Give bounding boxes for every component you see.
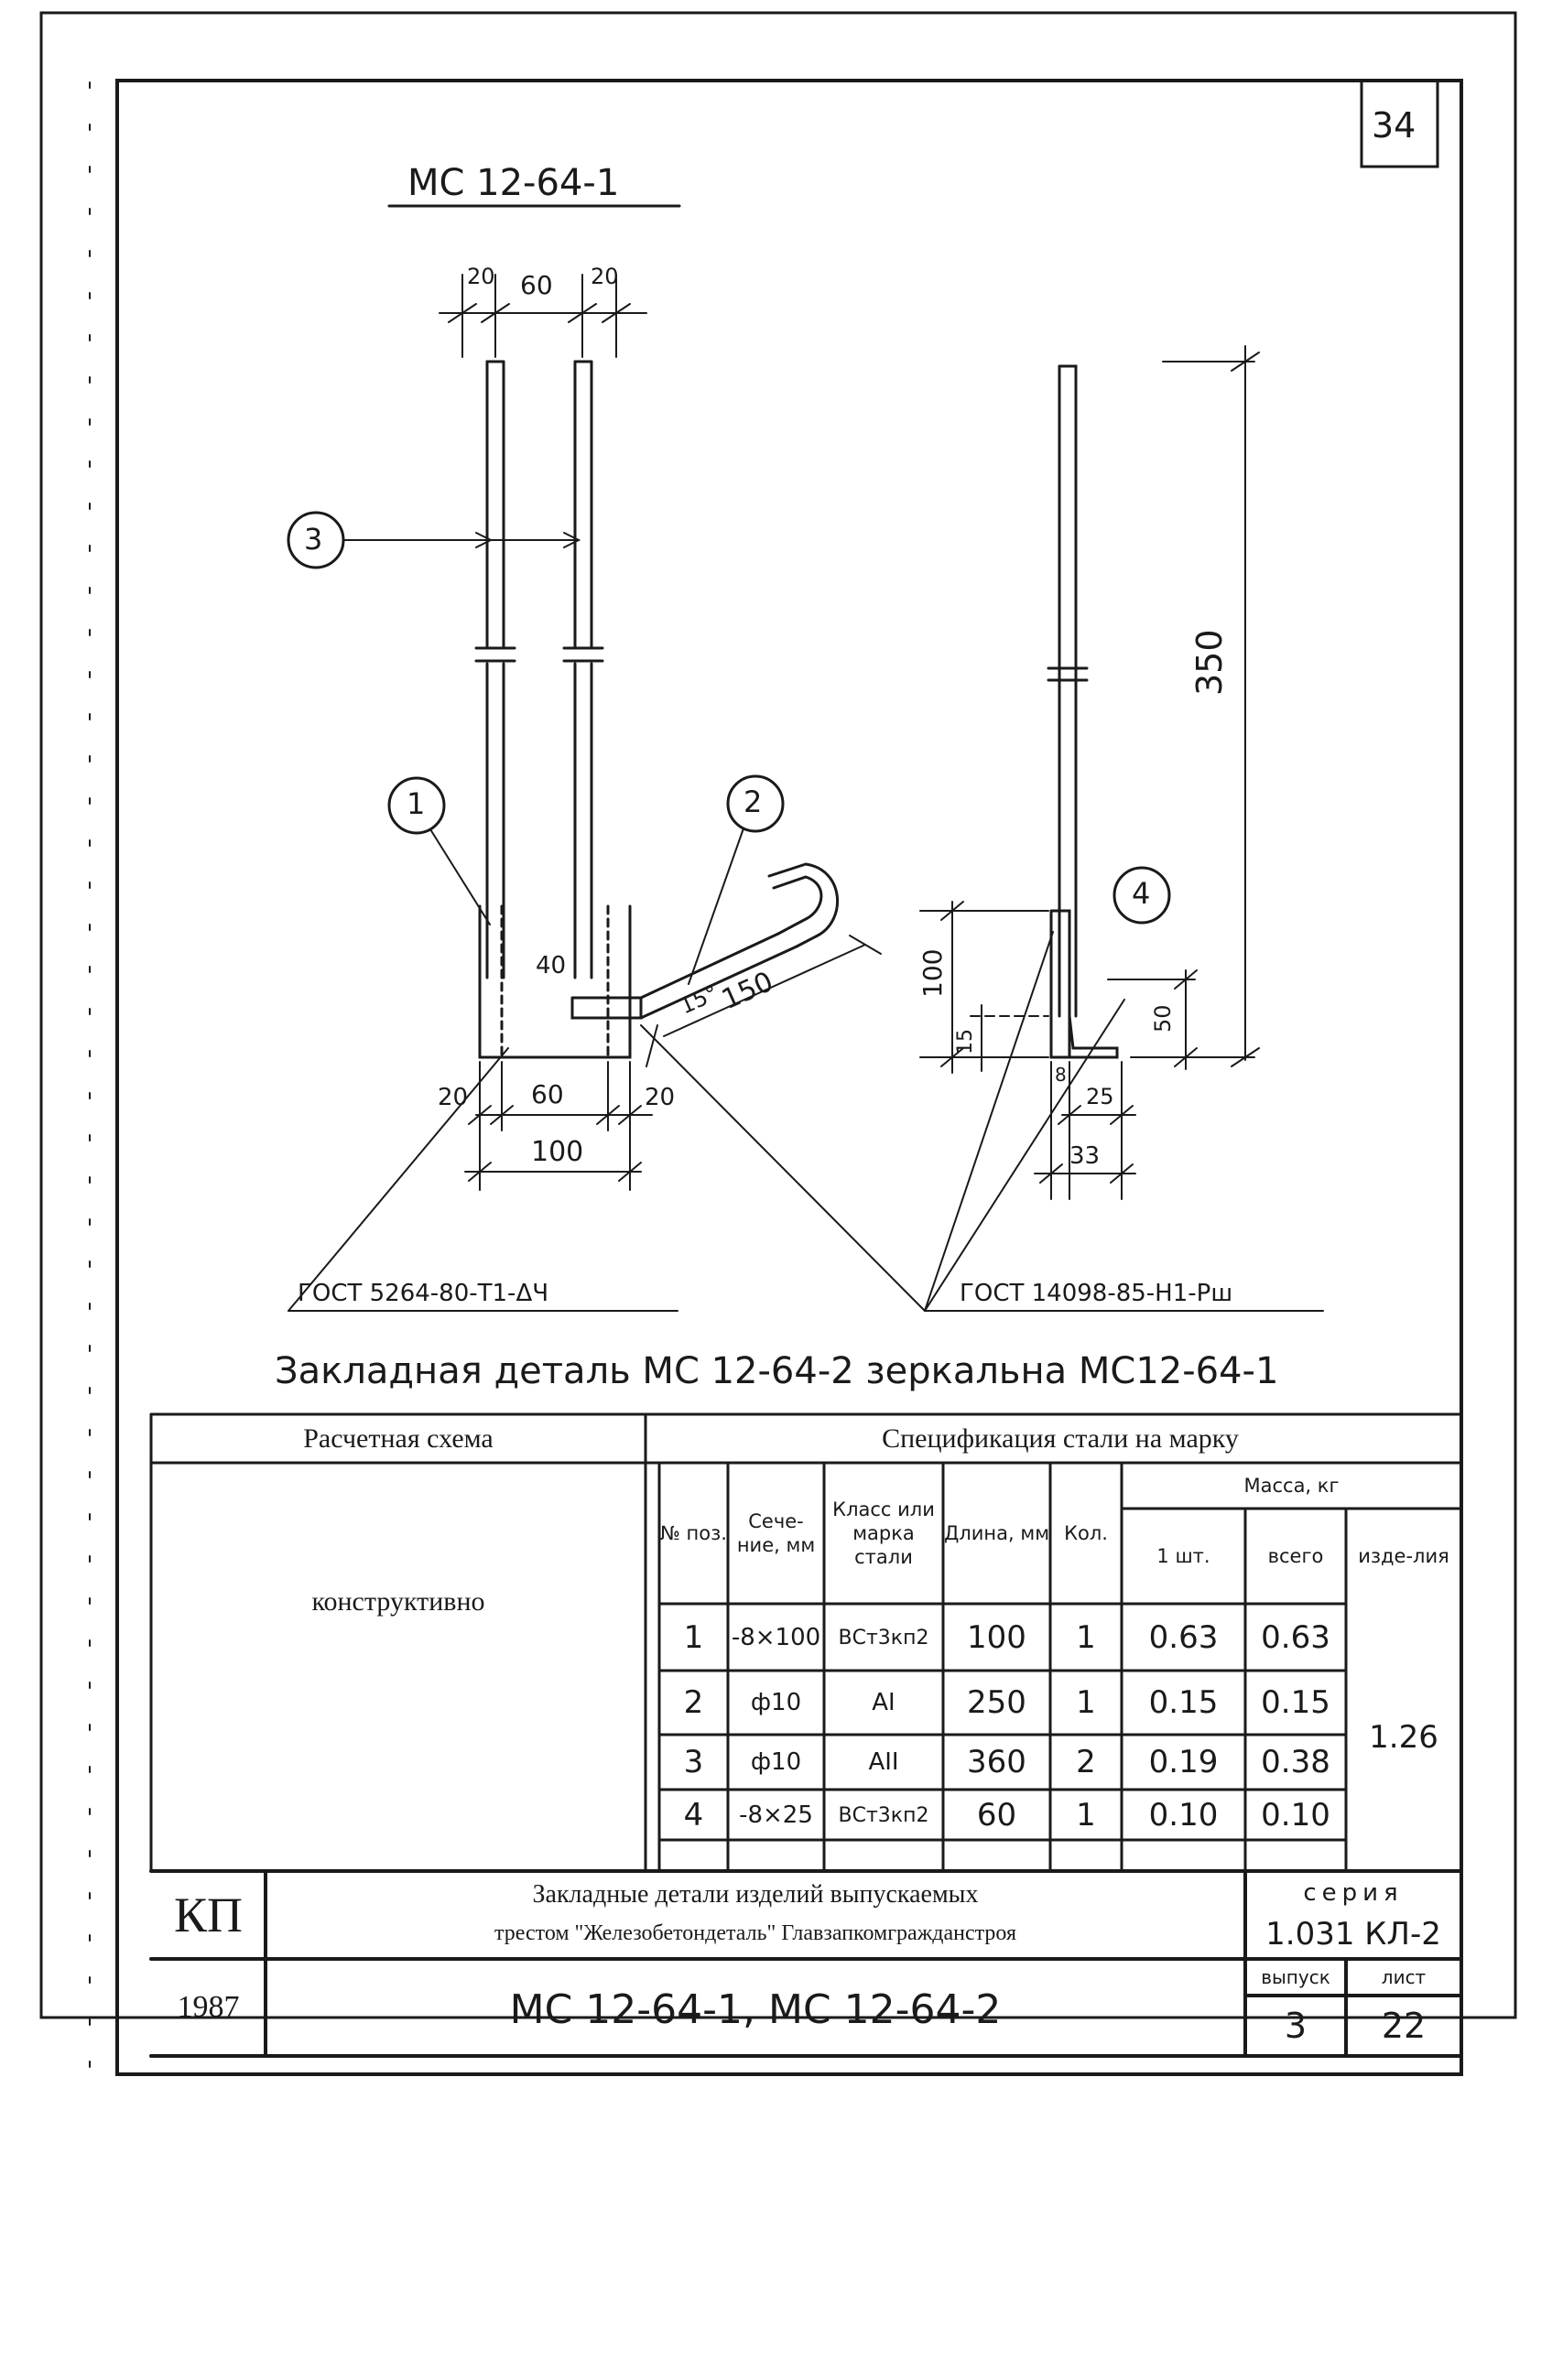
- col-header-qty: Кол.: [1064, 1521, 1108, 1544]
- issue-label: выпуск: [1261, 1966, 1330, 1988]
- weld-note-right: ГОСТ 14098-85-Н1-Рш: [960, 1280, 1233, 1307]
- dim-angle: 15°: [676, 979, 722, 1020]
- dim-side-offset: 50: [1150, 1004, 1176, 1033]
- series-value: 1.031 КЛ-2: [1265, 1916, 1441, 1953]
- row3-pos: 3: [683, 1744, 704, 1780]
- col-header-mass: Масса, кг: [1243, 1474, 1340, 1497]
- year: 1987: [177, 1990, 240, 2024]
- dim-top-middle: 60: [520, 270, 553, 300]
- description-line-1: Закладные детали изделий выпускаемых: [532, 1880, 979, 1909]
- col-header-mass-total: всего: [1267, 1544, 1324, 1567]
- dim-anchor-length: 150: [717, 965, 778, 1017]
- callout-3: 3: [304, 522, 323, 557]
- dim-small-offset: 15: [954, 1029, 977, 1055]
- callout-4: 4: [1132, 876, 1151, 911]
- row3-length: 360: [967, 1744, 1026, 1780]
- row3-total-mass: 0.38: [1261, 1744, 1330, 1780]
- dim-plate-height: 100: [917, 948, 948, 998]
- mirror-note: Закладная деталь МС 12-64-2 зеркальна МС12-64-1: [275, 1350, 1279, 1392]
- row3-qty: 2: [1076, 1744, 1096, 1780]
- callout-1: 1: [407, 786, 426, 821]
- col-header-mass-item: изде-лия: [1358, 1544, 1449, 1567]
- col-header-section: Сече-ние, мм: [736, 1509, 816, 1556]
- sheet-number: 34: [1372, 105, 1416, 146]
- org-code: КП: [173, 1888, 243, 1942]
- col-header-mass-unit: 1 шт.: [1156, 1544, 1210, 1567]
- row3-steel: АII: [868, 1748, 899, 1776]
- calc-scheme-value: конструктивно: [311, 1586, 485, 1617]
- drawing-title: МС 12-64-1: [407, 162, 620, 204]
- row3-section: ф10: [750, 1748, 802, 1776]
- item-mass: 1.26: [1369, 1719, 1438, 1756]
- description-line-2: трестом "Железобетондеталь" Главзапкомгражданстроя: [494, 1920, 1017, 1945]
- row1-steel: ВСт3кп2: [838, 1626, 929, 1650]
- dim-base-total: 33: [1069, 1142, 1101, 1170]
- dim-bottom-left: 20: [438, 1084, 469, 1111]
- row1-section: -8×100: [731, 1624, 821, 1651]
- dim-plate-width: 100: [531, 1136, 584, 1168]
- row1-length: 100: [967, 1619, 1026, 1656]
- dim-height: 350: [1189, 629, 1230, 696]
- sheet-value: 22: [1381, 2006, 1427, 2046]
- dim-bottom-middle: 60: [531, 1079, 564, 1109]
- row3-unit-mass: 0.19: [1148, 1744, 1219, 1780]
- row1-pos: 1: [683, 1619, 704, 1656]
- row4-steel: ВСт3кп2: [838, 1803, 929, 1827]
- row1-unit-mass: 0.63: [1148, 1619, 1219, 1656]
- row2-steel: АI: [872, 1689, 895, 1716]
- row2-pos: 2: [683, 1684, 704, 1721]
- row2-section: ф10: [750, 1689, 802, 1716]
- weld-note-left: ГОСТ 5264-80-Т1-ΔЧ: [298, 1280, 549, 1307]
- row4-qty: 1: [1076, 1797, 1096, 1834]
- sheet-label: лист: [1381, 1966, 1427, 1988]
- col-header-length: Длина, мм: [943, 1521, 1050, 1544]
- row4-length: 60: [976, 1797, 1017, 1834]
- dim-plate-thickness: 8: [1055, 1064, 1067, 1086]
- row2-qty: 1: [1076, 1684, 1096, 1721]
- dim-top-right: 20: [591, 264, 619, 289]
- row2-unit-mass: 0.15: [1148, 1684, 1219, 1721]
- drawing-marks: МС 12-64-1, МС 12-64-2: [509, 1985, 1002, 2033]
- calc-scheme-header: Расчетная схема: [303, 1423, 494, 1454]
- col-header-steel: Класс или марка стали: [832, 1498, 935, 1569]
- spec-header: Спецификация стали на марку: [882, 1423, 1239, 1454]
- row4-unit-mass: 0.10: [1148, 1797, 1219, 1834]
- row1-total-mass: 0.63: [1261, 1619, 1330, 1656]
- dim-base-inner: 25: [1086, 1084, 1114, 1109]
- row4-total-mass: 0.10: [1261, 1797, 1330, 1834]
- col-header-pos: № поз.: [660, 1521, 727, 1544]
- dim-bottom-right: 20: [645, 1084, 676, 1111]
- row2-length: 250: [967, 1684, 1026, 1721]
- row4-section: -8×25: [739, 1801, 813, 1829]
- dim-top-left: 20: [467, 264, 495, 289]
- callout-2: 2: [743, 784, 763, 819]
- row4-pos: 4: [683, 1797, 704, 1834]
- issue-value: 3: [1284, 2006, 1308, 2046]
- series-label: серия: [1303, 1879, 1404, 1907]
- row1-qty: 1: [1076, 1619, 1096, 1656]
- dim-bar-inset: 40: [536, 952, 567, 979]
- row2-total-mass: 0.15: [1261, 1684, 1330, 1721]
